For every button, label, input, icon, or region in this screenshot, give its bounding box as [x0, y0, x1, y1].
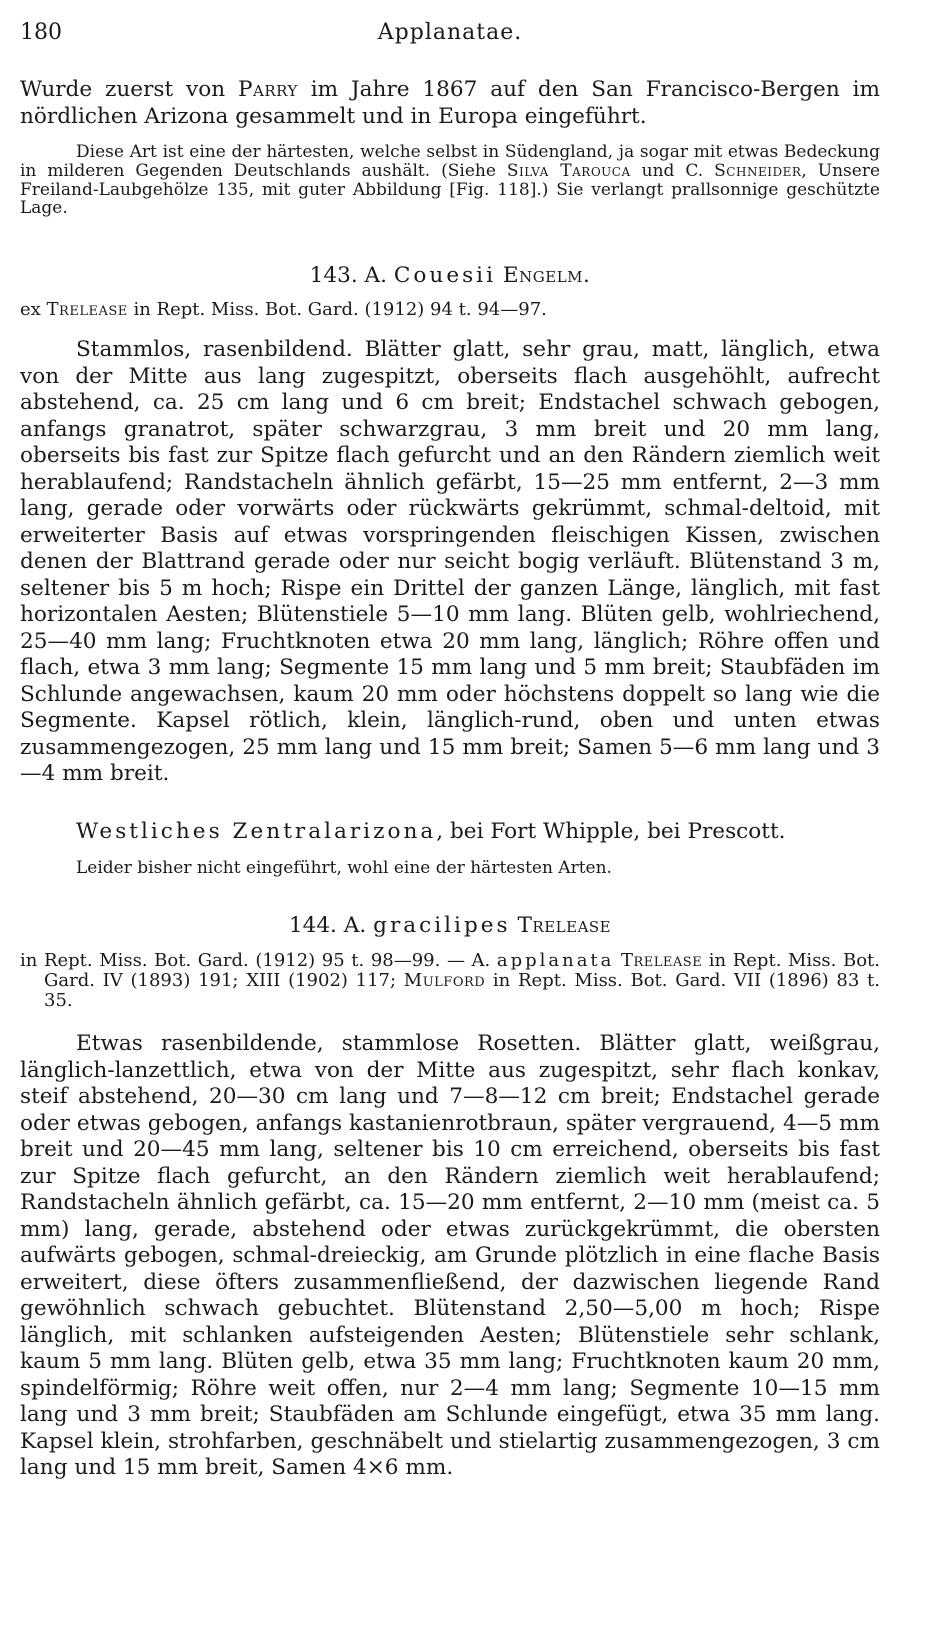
- species-heading-144: [20, 913, 880, 938]
- text-run: , Unsere Freiland-Laubgehölze 135, mit guter Abbildung [Fig. 118].) Sie verlangt prallsonnige geschützte Lage.: [20, 160, 880, 219]
- species-number: 143. A.: [309, 263, 394, 288]
- author-name: Silva Tarouca: [506, 160, 631, 181]
- species-reference-143: [20, 300, 880, 320]
- species-epithet: Couesii: [393, 263, 496, 288]
- text-run: , bei Fort Whipple, bei Prescott.: [436, 819, 786, 844]
- text-run: Wurde zuerst von: [20, 77, 238, 102]
- distribution-region: Westliches Zentralarizona: [76, 819, 437, 844]
- text-run: in Rept. Miss. Bot. Gard. IV (1893) 191; XIII (1902) 117;: [44, 950, 880, 991]
- text-run: Diese Art ist eine der härtesten, welche selbst in Südengland, ja sogar mit etwas Bedeckung in milderen Gegenden Deutschlands aushält. (Siehe: [20, 142, 880, 181]
- intro-note: [20, 143, 880, 218]
- author-name: Schneider: [714, 160, 802, 181]
- text-run: in Rept. Miss. Bot. Gard. (1912) 94 t. 94—97.: [127, 299, 547, 320]
- species-epithet: gracilipes: [373, 913, 511, 938]
- running-header: [20, 20, 880, 50]
- author-name: Mulford: [403, 970, 486, 991]
- author-name: Parry: [238, 77, 298, 102]
- species-note-143: Leider bisher nicht eingeführt, wohl eine der härtesten Arten.: [76, 858, 612, 878]
- page-number: 180: [20, 20, 62, 45]
- text-run: in Rept. Miss. Bot. Gard. (1912) 95 t. 98—99. — A.: [20, 950, 497, 971]
- species-reference-144: [20, 951, 880, 1011]
- text-run: in Rept. Miss. Bot. Gard. VII (1896) 83 t. 35.: [44, 970, 880, 1011]
- synonym-name: applanata: [496, 950, 615, 971]
- text-run: ex: [20, 299, 47, 320]
- text-run: [614, 950, 621, 971]
- intro-paragraph: [20, 77, 880, 130]
- species-distribution-143: [20, 819, 880, 846]
- text-run: und C.: [630, 160, 715, 181]
- species-description-143: Stammlos, rasenbildend. Blätter glatt, sehr grau, matt, länglich, etwa von der Mitte aus lang zugespitzt, oberseits flach ausgehöhlt, aufrecht abstehend, ca. 25 cm lang und 6 cm breit; Endstachel schwach gebogen, anfangs granatrot, später schwarzgrau, 3 mm breit und 20 mm lang, oberseits bis fast zur Spitze flach gefurcht und an den Rändern ziemlich weit herablaufend; Randstacheln ähnlich gefärbt, 15—25 mm entfernt, 2—3 mm lang, gerade oder vorwärts oder rückwärts gekrümmt, schmal-deltoid, mit erweiterter Basis auf etwas vorspringenden fleischigen Kissen, zwischen denen der Blattrand gerade oder nur seicht bogig verläuft. Blütenstand 3 m, seltener bis 5 m hoch; Rispe ein Drittel der ganzen Länge, länglich, mit fast horizontalen Aesten; Blütenstiele 5—10 mm lang. Blüten gelb, wohlriechend, 25—40 mm lang; Fruchtknoten etwa 20 mm lang, länglich; Röhre offen und flach, etwa 3 mm lang; Segmente 15 mm lang und 5 mm breit; Staubfäden im Schlunde angewachsen, kaum 20 mm oder höchstens doppelt so lang wie die Segmente. Kapsel rötlich, klein, länglich-rund, oben und unten etwas zusammengezogen, 25 mm lang und 15 mm breit; Samen 5—6 mm lang und 3—4 mm breit.: [20, 337, 880, 786]
- species-heading-143: [20, 263, 880, 288]
- author-name: Trelease: [621, 950, 703, 971]
- text-run: im Jahre 1867 auf den San Francisco-Bergen im nördlichen Arizona gesammelt und in Europa eingeführt.: [20, 77, 880, 129]
- species-author: Trelease: [517, 913, 612, 938]
- species-author: Engelm.: [502, 263, 591, 288]
- species-number: 144. A.: [288, 913, 374, 938]
- species-description-144: Etwas rasenbildende, stammlose Rosetten. Blätter glatt, weißgrau, länglich-lanzettlich, etwa von der Mitte aus zugespitzt, sehr flach konkav, steif abstehend, 20—30 cm lang und 7—8—12 cm breit; Endstachel gerade oder etwas gebogen, anfangs kastanienrotbraun, später vergrauend, 4—5 mm breit und 20—45 mm lang, seltener bis 10 cm erreichend, oberseits bis fast zur Spitze flach gefurcht, an den Rändern ziemlich weit herablaufend; Randstacheln ähnlich gefärbt, ca. 15—20 mm entfernt, 2—10 mm (meist ca. 5 mm) lang, gerade, abstehend oder etwas zurückgekrümmt, die obersten aufwärts gebogen, schmal-dreieckig, am Grunde plötzlich in eine flache Basis erweitert, diese öfters zusammenfließend, der dazwischen liegende Rand gewöhnlich schwach gebuchtet. Blütenstand 2,50—5,00 m hoch; Rispe länglich, mit schlanken aufsteigenden Aesten; Blütenstiele sehr schlank, kaum 5 mm lang. Blüten gelb, etwa 35 mm lang; Fruchtknoten kaum 20 mm, spindelförmig; Röhre weit offen, nur 2—4 mm lang; Segmente 10—15 mm lang und 3 mm breit; Staubfäden am Schlunde eingefügt, etwa 35 mm lang. Kapsel klein, strohfarben, geschnäbelt und stielartig zusammengezogen, 3 cm lang und 15 mm breit, Samen 4×6 mm.: [20, 1031, 880, 1480]
- running-title: Applanatae.: [377, 20, 523, 45]
- author-name: Trelease: [46, 299, 128, 320]
- book-page: [20, 0, 880, 1634]
